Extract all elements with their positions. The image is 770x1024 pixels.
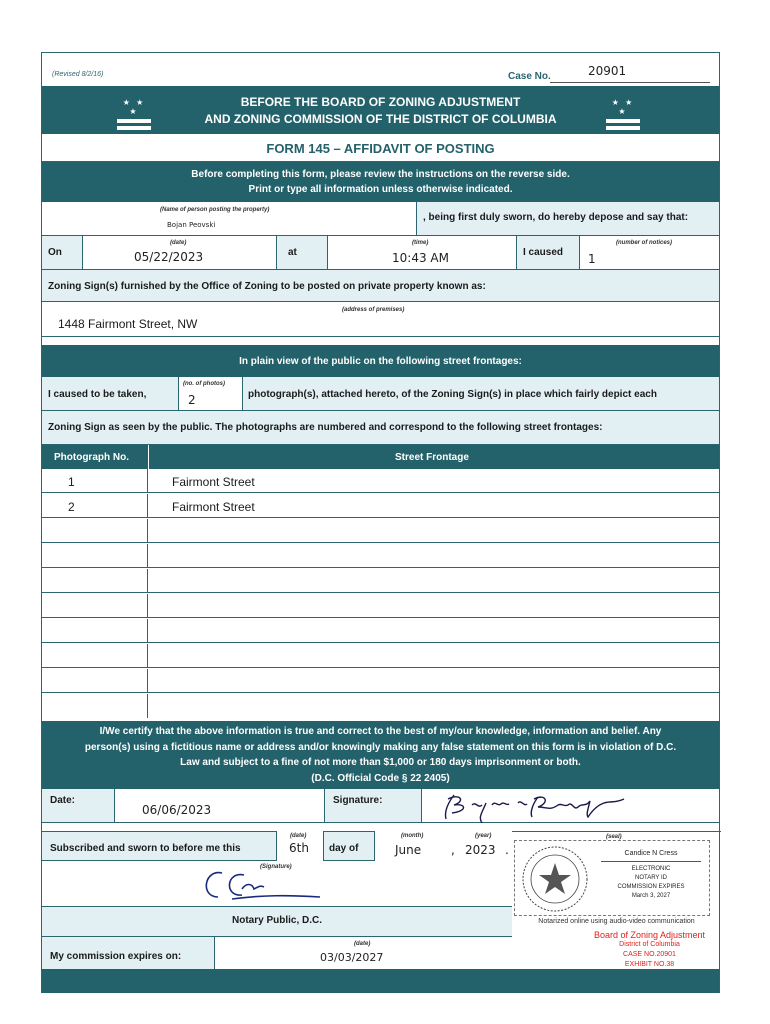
day-of-label: day of bbox=[329, 843, 359, 854]
notices-caption: (number of notices) bbox=[616, 240, 673, 246]
case-underline bbox=[550, 82, 710, 83]
notary-date-caption: (date) bbox=[290, 833, 307, 839]
year-caption: (year) bbox=[475, 833, 492, 839]
notary-signature-icon bbox=[192, 863, 322, 905]
seal-name: Candice N Cress bbox=[624, 850, 678, 857]
sign-date-label: Date: bbox=[50, 795, 76, 806]
certification-banner bbox=[42, 721, 719, 789]
notices-count: 1 bbox=[588, 252, 596, 266]
table-row bbox=[42, 594, 719, 618]
taken-label: I caused to be taken, bbox=[48, 389, 147, 400]
expires-date: 03/03/2027 bbox=[320, 951, 384, 964]
year-comma: , bbox=[451, 843, 455, 857]
notary-seal-star-icon bbox=[521, 845, 589, 913]
col-street-frontage: Street Frontage bbox=[395, 452, 469, 463]
cert-line-4: (D.C. Official Code § 22 2405) bbox=[311, 772, 450, 784]
year-period: . bbox=[505, 843, 509, 857]
plain-view-banner: In plain view of the public on the following street frontages: bbox=[42, 345, 719, 377]
notary-block bbox=[42, 831, 512, 967]
posting-time: 10:43 AM bbox=[392, 251, 449, 265]
posting-row bbox=[42, 236, 719, 270]
photo-table-header bbox=[42, 445, 719, 469]
month-caption: (month) bbox=[401, 833, 424, 839]
numbered-row bbox=[42, 411, 719, 445]
stamp-line-1: Board of Zoning Adjustment bbox=[593, 930, 706, 940]
seal-line-4: COMMISSION EXPIRES bbox=[617, 884, 685, 890]
premises-label-row bbox=[42, 270, 719, 302]
form-title: FORM 145 – AFFIDAVIT OF POSTING bbox=[42, 134, 719, 162]
form-top-line bbox=[42, 53, 719, 85]
cert-line-2: person(s) using a fictitious name or address and/or knowingly making any false statement on this form is in violation of D.C. bbox=[84, 741, 677, 753]
notary-public-label: Notary Public, D.C. bbox=[231, 915, 322, 926]
seal-line-5: March 3, 2027 bbox=[631, 893, 671, 899]
seal-line-3: NOTARY ID bbox=[634, 875, 667, 881]
premises-label: Zoning Sign(s) furnished by the Office of Zoning to be posted on private property known as: bbox=[48, 281, 486, 292]
revised-date: (Revised 8/2/16) bbox=[52, 71, 104, 78]
photo-table bbox=[42, 469, 719, 721]
poster-name: Bojan Peovski bbox=[167, 221, 216, 229]
premises-row bbox=[42, 302, 719, 337]
notary-seal bbox=[514, 840, 710, 916]
col-photo-no: Photograph No. bbox=[54, 452, 129, 463]
exhibit-stamp bbox=[582, 930, 717, 970]
instructions-line-1: Before completing this form, please review the instructions on the reverse side. bbox=[191, 169, 570, 180]
instructions-line-2: Print or type all information unless otherwise indicated. bbox=[248, 184, 513, 195]
table-row bbox=[42, 669, 719, 693]
posting-date: 05/22/2023 bbox=[134, 250, 204, 264]
case-label: Case No. bbox=[508, 71, 551, 82]
dc-flag-icon: ★ ★ ★ bbox=[117, 98, 151, 128]
notary-year: 2023 bbox=[465, 843, 496, 857]
sign-date: 06/06/2023 bbox=[142, 803, 212, 817]
table-row bbox=[42, 569, 719, 593]
title-line-2: AND ZONING COMMISSION OF THE DISTRICT OF COLUMBIA bbox=[204, 112, 557, 126]
notary-day: 6th bbox=[289, 841, 309, 855]
premises-caption: (address of premises) bbox=[342, 307, 405, 313]
table-row bbox=[42, 644, 719, 668]
name-caption: (Name of person posting the property) bbox=[160, 207, 270, 213]
photo-count: 2 bbox=[188, 393, 196, 407]
at-label: at bbox=[288, 247, 297, 258]
signature-label: Signature: bbox=[333, 795, 383, 806]
numbered-text: Zoning Sign as seen by the public. The photographs are numbered and correspond to the following street frontages: bbox=[48, 422, 603, 433]
table-row bbox=[42, 619, 719, 643]
stamp-line-4: EXHIBIT NO.38 bbox=[624, 961, 675, 968]
footer-band bbox=[42, 969, 719, 993]
cert-line-1: I/We certify that the above information is true and correct to the best of my/our knowledge, information and belief. Any bbox=[99, 726, 662, 737]
dc-flag-icon: ★ ★ ★ bbox=[606, 98, 640, 128]
stamp-line-2: District of Columbia bbox=[619, 941, 680, 948]
subscribed-label: Subscribed and sworn to before me this bbox=[50, 843, 241, 854]
online-note: Notarized online using audio-video communication bbox=[538, 918, 695, 925]
seal-caption: (seal) bbox=[606, 834, 622, 840]
notary-signature-caption: (Signature) bbox=[260, 864, 292, 870]
table-row bbox=[42, 519, 719, 543]
name-row bbox=[42, 202, 719, 236]
expires-label: My commission expires on: bbox=[50, 951, 182, 962]
premises-address: 1448 Fairmont Street, NW bbox=[58, 317, 198, 331]
case-number: 20901 bbox=[588, 64, 627, 78]
photo-count-caption: (no. of photos) bbox=[183, 381, 225, 387]
cert-line-3: Law and subject to a fine of not more than $1,000 or 180 days imprisonment or both. bbox=[180, 757, 581, 768]
on-label: On bbox=[48, 247, 62, 258]
instructions bbox=[42, 162, 719, 202]
notary-month: June bbox=[395, 843, 422, 857]
title-line-1: BEFORE THE BOARD OF ZONING ADJUSTMENT bbox=[240, 95, 521, 109]
affidavit-form bbox=[41, 52, 720, 993]
seal-area bbox=[512, 831, 721, 967]
attached-text: photograph(s), attached hereto, of the Zoning Sign(s) in place which fairly depict each bbox=[248, 389, 657, 400]
applicant-signature-icon bbox=[426, 789, 676, 823]
title-banner bbox=[42, 86, 719, 134]
table-row: 2 Fairmont Street bbox=[42, 494, 719, 518]
date-caption: (date) bbox=[170, 240, 187, 246]
time-caption: (time) bbox=[412, 240, 429, 246]
stamp-line-3: CASE NO.20901 bbox=[623, 951, 676, 958]
table-row: 1 Fairmont Street bbox=[42, 469, 719, 493]
table-row bbox=[42, 544, 719, 568]
sworn-text: , being first duly sworn, do hereby depose and say that: bbox=[423, 212, 689, 223]
signing-row bbox=[42, 789, 719, 823]
caused-label: I caused bbox=[523, 247, 564, 258]
seal-line-2: ELECTRONIC bbox=[631, 866, 671, 872]
table-row bbox=[42, 694, 719, 718]
photos-taken-row bbox=[42, 377, 719, 411]
expires-caption: (date) bbox=[354, 941, 371, 947]
